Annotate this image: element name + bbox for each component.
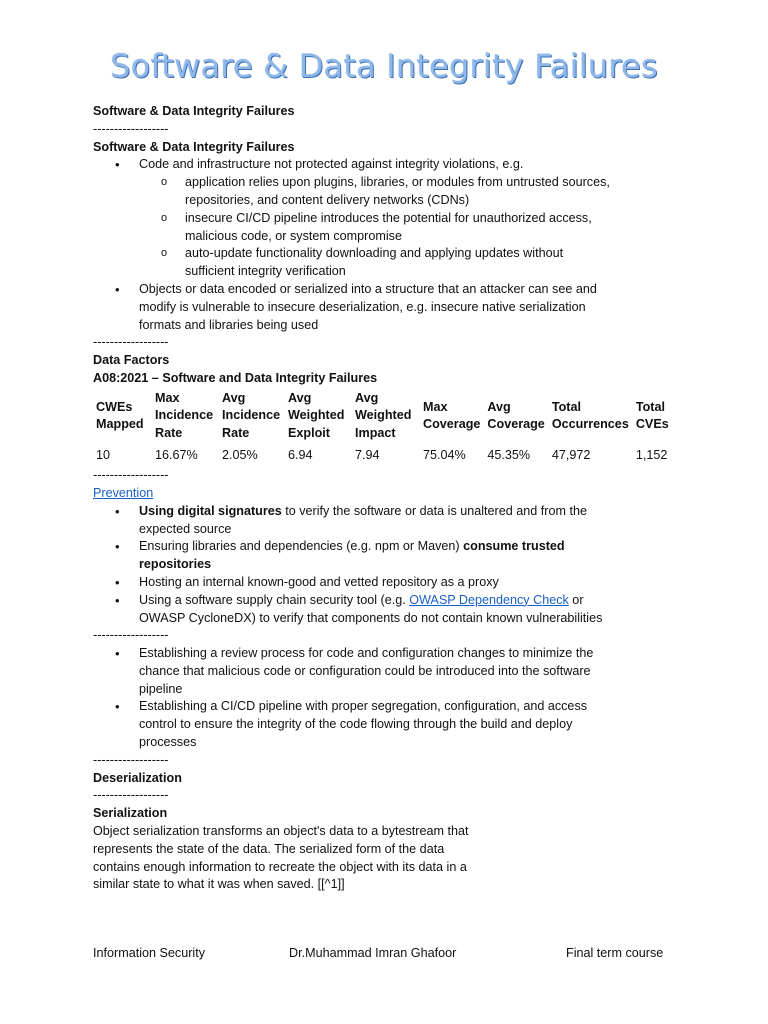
section-heading: Software & Data Integrity Failures: [93, 104, 295, 118]
list-item: • Establishing a review process for code and configuration changes to minimize the chance that malicious code or configuration could be introduced into the software pipeline: [93, 645, 693, 698]
list-item: • Hosting an internal known-good and vetted repository as a proxy: [93, 574, 693, 592]
serialization-paragraph: Object serialization transforms an object's data to a bytestream that represents the state of the data. The serialized form of the data contains enough information to recreate the object with its data in a similar state to what it was when saved. [[^1]]: [93, 824, 469, 892]
column-header: Max Incidence Rate: [155, 390, 214, 440]
page-body: [93, 103, 693, 894]
list-item: • Ensuring libraries and dependencies (e.g. npm or Maven) consume trusted repositories: [93, 538, 693, 574]
column-header: Avg Coverage: [487, 399, 545, 432]
table-cell: 75.04%: [423, 447, 466, 462]
column-header: Total CVEs: [635, 399, 669, 432]
separator: ------------------: [93, 752, 169, 767]
list-item: [93, 156, 693, 281]
bullet-list: [93, 156, 693, 334]
list-item: • Objects or data encoded or serialized into a structure that an attacker can see and modify is vulnerable to insecure deserialization, e.g. insecure native serialization formats and libraries being used: [93, 281, 693, 334]
table-cell: 45.35%: [487, 447, 531, 462]
separator: ------------------: [93, 628, 169, 643]
separator: ------------------: [93, 335, 169, 350]
table-cell: 1,152: [635, 447, 668, 462]
data-factors-table: [93, 390, 673, 467]
document-title: Software & Data Integrity Failures: [110, 47, 658, 85]
table-cell: 47,972: [551, 447, 591, 462]
list-item-text: Code and infrastructure not protected against integrity violations, e.g.: [139, 157, 524, 172]
footer-center: Dr.Muhammad Imran Ghafoor: [289, 946, 457, 960]
footer-left: Information Security: [93, 946, 205, 960]
column-header: Avg Incidence Rate: [222, 390, 281, 440]
list-item: • Establishing a CI/CD pipeline with proper segregation, configuration, and access control to ensure the integrity of the code flowing through the build and deploy processes: [93, 698, 693, 751]
column-header: Avg Weighted Exploit: [288, 390, 345, 440]
prevention-link[interactable]: Prevention: [93, 485, 154, 500]
column-header: Total Occurrences: [551, 399, 629, 432]
list-item: • Using digital signatures to verify the software or data is unaltered and from the expected source: [93, 503, 693, 539]
table-cell: 7.94: [355, 447, 380, 462]
serialization-heading: Serialization: [93, 806, 168, 821]
table-cell: 10: [96, 447, 111, 462]
sub-list-item: o auto-update functionality downloading and applying updates without sufficient integrity verification: [93, 245, 693, 281]
table-row: [93, 443, 673, 468]
bullet-list: [93, 645, 693, 752]
column-header: Max Coverage: [423, 399, 481, 432]
table-cell: 16.67%: [155, 447, 198, 462]
page-footer: [93, 945, 675, 963]
sub-list-item: o application relies upon plugins, libraries, or modules from untrusted sources, repositories, and content delivery networks (CDNs): [93, 174, 693, 210]
data-factors-heading: Data Factors: [93, 353, 170, 368]
deserialization-heading: Deserialization: [93, 770, 182, 785]
table-cell: 2.05%: [222, 447, 258, 462]
data-factors-subheading: A08:2021 – Software and Data Integrity Failures: [93, 370, 378, 385]
footer-right: Final term course: [566, 946, 664, 960]
list-item: • Using a software supply chain security tool (e.g. OWASP Dependency Check or OWASP CycloneDX) to verify that components do not contain known vulnerabilities: [93, 592, 693, 628]
sub-bullet-list: [139, 174, 693, 281]
separator: ------------------: [93, 788, 169, 803]
sub-list-item: o insecure CI/CD pipeline introduces the potential for unauthorized access, malicious code, or system compromise: [93, 210, 693, 246]
section-heading: Software & Data Integrity Failures: [93, 139, 295, 154]
owasp-dependency-check-link[interactable]: OWASP Dependency Check: [409, 592, 569, 607]
separator: ------------------: [93, 121, 169, 136]
prevention-list: [93, 503, 693, 628]
column-header: CWEs Mapped: [96, 399, 144, 432]
table-header-row: [93, 390, 673, 443]
column-header: Avg Weighted Impact: [355, 390, 412, 440]
table-cell: 6.94: [288, 447, 313, 462]
separator: ------------------: [93, 468, 169, 483]
